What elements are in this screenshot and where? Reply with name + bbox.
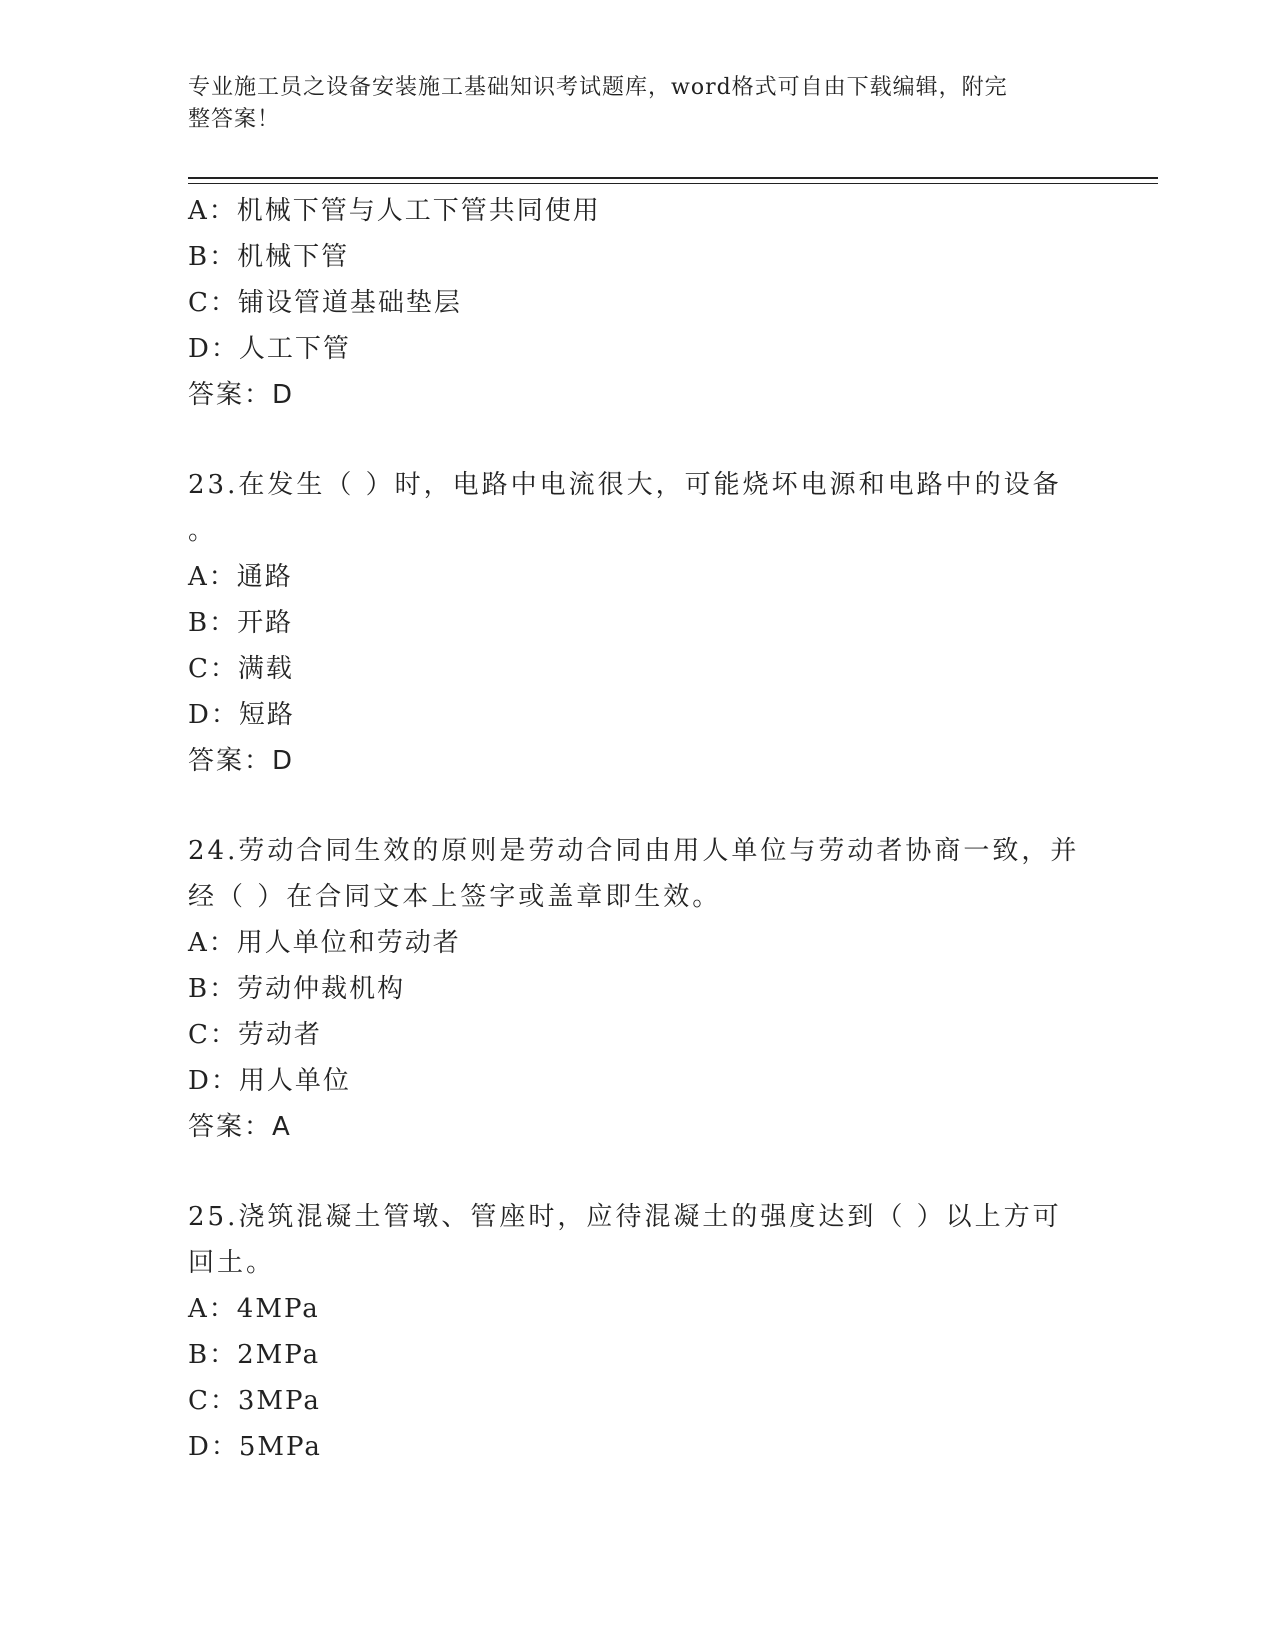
option-d: D：用人单位 [188,1066,351,1096]
question-stem-line-1: 25.浇筑混凝土管墩、管座时，应待混凝土的强度达到（ ）以上方可 [188,1202,1062,1232]
answer-line: 答案：A [188,1112,292,1142]
question-stem-line-2: 。 [188,516,218,546]
question-stem-line-1: 23.在发生（ ）时，电路中电流很大，可能烧坏电源和电路中的设备 [188,470,1062,500]
header-title-line-2: 整答案！ [188,107,281,132]
option-a: A：4MPa [188,1294,320,1324]
option-b: B：机械下管 [188,242,350,272]
option-d: D：短路 [188,700,295,730]
option-d: D：5MPa [188,1432,322,1462]
question-stem-line-2: 经（ ）在合同文本上签字或盖章即生效。 [188,882,722,912]
option-d: D：人工下管 [188,334,351,364]
header-divider-thin [188,183,1158,184]
question-stem-line-2: 回土。 [188,1248,276,1278]
question-22 [188,188,1088,418]
question-list [188,188,1088,1470]
question-stem-line-1: 24.劳动合同生效的原则是劳动合同由用人单位与劳动者协商一致，并 [188,836,1080,866]
question-25 [188,1194,1088,1470]
option-c: C：满载 [188,654,294,684]
option-a: A：用人单位和劳动者 [188,928,461,958]
question-23 [188,462,1088,784]
question-24 [188,828,1088,1150]
answer-line: 答案：D [188,380,295,410]
option-c: C：劳动者 [188,1020,322,1050]
header-title-line-1: 专业施工员之设备安装施工基础知识考试题库，word格式可自由下载编辑，附完 [188,75,1008,100]
option-a: A：通路 [188,562,293,592]
option-b: B：开路 [188,608,294,638]
option-b: B：2MPa [188,1340,321,1370]
option-b: B：劳动仲裁机构 [188,974,406,1004]
option-a: A：机械下管与人工下管共同使用 [188,196,601,226]
option-c: C：3MPa [188,1386,321,1416]
document-header [188,72,1088,136]
option-c: C：铺设管道基础垫层 [188,288,462,318]
header-divider-thick [188,177,1158,179]
answer-line: 答案：D [188,746,295,776]
